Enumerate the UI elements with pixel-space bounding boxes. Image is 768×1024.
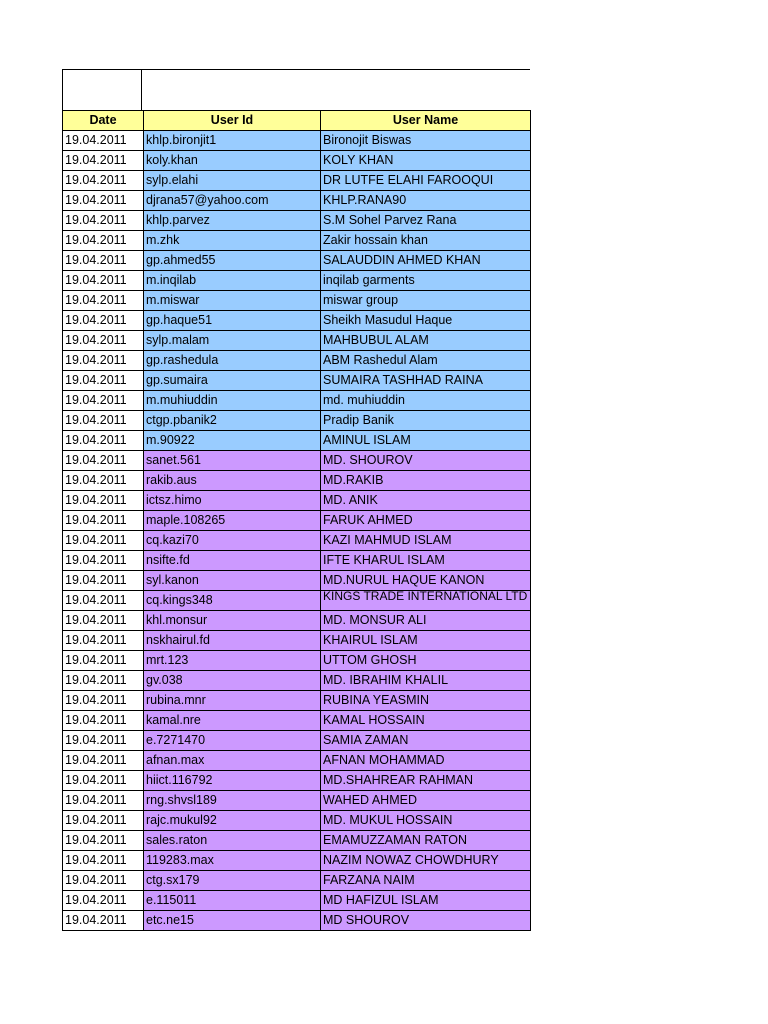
date-cell[interactable]: 19.04.2011	[63, 211, 144, 231]
date-cell[interactable]: 19.04.2011	[63, 371, 144, 391]
user-id-cell[interactable]: cq.kazi70	[144, 531, 321, 551]
table-row	[63, 651, 531, 671]
user-name-cell[interactable]: inqilab garments	[321, 271, 531, 291]
user-id-cell[interactable]: syl.kanon	[144, 571, 321, 591]
user-id-cell[interactable]: e.115011	[144, 891, 321, 911]
blank-cell[interactable]	[62, 69, 142, 110]
user-id-cell[interactable]: hiict.116792	[144, 771, 321, 791]
date-cell[interactable]: 19.04.2011	[63, 731, 144, 751]
user-name-cell[interactable]: MAHBUBUL ALAM	[321, 331, 531, 351]
user-name-cell[interactable]: md. muhiuddin	[321, 391, 531, 411]
table-row	[63, 471, 531, 491]
user-id-cell[interactable]: gp.sumaira	[144, 371, 321, 391]
user-id-cell[interactable]: rubina.mnr	[144, 691, 321, 711]
user-name-cell[interactable]: MD HAFIZUL ISLAM	[321, 891, 531, 911]
date-cell[interactable]: 19.04.2011	[63, 451, 144, 471]
user-id-cell[interactable]: khlp.parvez	[144, 211, 321, 231]
date-cell[interactable]: 19.04.2011	[63, 711, 144, 731]
user-name-cell[interactable]: FARZANA NAIM	[321, 871, 531, 891]
table-row	[63, 671, 531, 691]
user-name-cell[interactable]: DR LUTFE ELAHI FAROOQUI	[321, 171, 531, 191]
user-name-cell[interactable]: MD.NURUL HAQUE KANON	[321, 571, 531, 591]
date-cell[interactable]: 19.04.2011	[63, 511, 144, 531]
date-cell[interactable]: 19.04.2011	[63, 471, 144, 491]
user-id-cell[interactable]: m.muhiuddin	[144, 391, 321, 411]
date-cell[interactable]: 19.04.2011	[63, 691, 144, 711]
column-header-user-id[interactable]: User Id	[144, 111, 321, 131]
date-cell[interactable]: 19.04.2011	[63, 751, 144, 771]
column-header-user-name[interactable]: User Name	[321, 111, 531, 131]
date-cell[interactable]: 19.04.2011	[63, 331, 144, 351]
table-row	[63, 751, 531, 771]
table-row	[63, 871, 531, 891]
user-name-cell[interactable]: IFTE KHARUL ISLAM	[321, 551, 531, 571]
table-row	[63, 491, 531, 511]
date-cell[interactable]: 19.04.2011	[63, 551, 144, 571]
user-name-cell[interactable]: MD. MUKUL HOSSAIN	[321, 811, 531, 831]
date-cell[interactable]: 19.04.2011	[63, 771, 144, 791]
date-cell[interactable]: 19.04.2011	[63, 131, 144, 151]
user-name-cell[interactable]: Bironojit Biswas	[321, 131, 531, 151]
user-id-cell[interactable]: sales.raton	[144, 831, 321, 851]
user-id-cell[interactable]: sylp.elahi	[144, 171, 321, 191]
date-cell[interactable]: 19.04.2011	[63, 791, 144, 811]
user-name-cell[interactable]: EMAMUZZAMAN RATON	[321, 831, 531, 851]
user-id-cell[interactable]: afnan.max	[144, 751, 321, 771]
date-cell[interactable]: 19.04.2011	[63, 811, 144, 831]
user-name-cell[interactable]: MD SHOUROV	[321, 911, 531, 931]
table-row	[63, 351, 531, 371]
user-id-cell[interactable]: 119283.max	[144, 851, 321, 871]
date-cell[interactable]: 19.04.2011	[63, 671, 144, 691]
user-id-cell[interactable]: gp.rashedula	[144, 351, 321, 371]
date-cell[interactable]: 19.04.2011	[63, 151, 144, 171]
user-id-cell[interactable]: ctg.sx179	[144, 871, 321, 891]
spreadsheet	[62, 69, 530, 931]
user-name-cell[interactable]: KHAIRUL ISLAM	[321, 631, 531, 651]
date-cell[interactable]: 19.04.2011	[63, 291, 144, 311]
date-cell[interactable]: 19.04.2011	[63, 871, 144, 891]
date-cell[interactable]: 19.04.2011	[63, 351, 144, 371]
user-id-cell[interactable]: etc.ne15	[144, 911, 321, 931]
user-id-cell[interactable]: cq.kings348	[144, 591, 321, 611]
user-name-cell[interactable]: SALAUDDIN AHMED KHAN	[321, 251, 531, 271]
date-cell[interactable]: 19.04.2011	[63, 491, 144, 511]
user-name-cell[interactable]: ABM Rashedul Alam	[321, 351, 531, 371]
date-cell[interactable]: 19.04.2011	[63, 851, 144, 871]
user-name-cell[interactable]: AFNAN MOHAMMAD	[321, 751, 531, 771]
user-id-cell[interactable]: sanet.561	[144, 451, 321, 471]
user-id-cell[interactable]: m.miswar	[144, 291, 321, 311]
user-name-cell[interactable]: MD.SHAHREAR RAHMAN	[321, 771, 531, 791]
table-row	[63, 791, 531, 811]
blank-cell[interactable]	[142, 69, 530, 110]
table-row	[63, 171, 531, 191]
user-id-cell[interactable]: nsifte.fd	[144, 551, 321, 571]
table-row	[63, 811, 531, 831]
table-row	[63, 771, 531, 791]
table-row	[63, 911, 531, 931]
user-name-cell[interactable]: SUMAIRA TASHHAD RAINA	[321, 371, 531, 391]
user-id-cell[interactable]: ctgp.pbanik2	[144, 411, 321, 431]
header-row	[63, 111, 531, 131]
date-cell[interactable]: 19.04.2011	[63, 231, 144, 251]
date-cell[interactable]: 19.04.2011	[63, 391, 144, 411]
user-id-cell[interactable]: gp.ahmed55	[144, 251, 321, 271]
table-row	[63, 571, 531, 591]
date-cell[interactable]: 19.04.2011	[63, 831, 144, 851]
user-name-cell[interactable]: Pradip Banik	[321, 411, 531, 431]
table-row	[63, 331, 531, 351]
user-id-cell[interactable]: m.inqilab	[144, 271, 321, 291]
user-name-cell[interactable]: KINGS TRADE INTERNATIONAL LTD	[321, 591, 531, 611]
table-row	[63, 731, 531, 751]
table-row	[63, 391, 531, 411]
user-id-cell[interactable]: khlp.bironjit1	[144, 131, 321, 151]
column-header-date[interactable]: Date	[63, 111, 144, 131]
user-name-cell[interactable]: MD. IBRAHIM KHALIL	[321, 671, 531, 691]
user-id-cell[interactable]: m.zhk	[144, 231, 321, 251]
table-row	[63, 831, 531, 851]
user-id-cell[interactable]: gp.haque51	[144, 311, 321, 331]
table-row	[63, 691, 531, 711]
table-row	[63, 211, 531, 231]
user-name-cell[interactable]: miswar group	[321, 291, 531, 311]
table-row	[63, 231, 531, 251]
table-row	[63, 271, 531, 291]
date-cell[interactable]: 19.04.2011	[63, 631, 144, 651]
user-name-cell[interactable]: NAZIM NOWAZ CHOWDHURY	[321, 851, 531, 871]
date-cell[interactable]: 19.04.2011	[63, 891, 144, 911]
table-row	[63, 291, 531, 311]
user-name-cell[interactable]: Sheikh Masudul Haque	[321, 311, 531, 331]
table-row	[63, 451, 531, 471]
user-name-cell[interactable]: KAZI MAHMUD ISLAM	[321, 531, 531, 551]
user-id-cell[interactable]: rakib.aus	[144, 471, 321, 491]
user-table	[62, 110, 531, 931]
user-name-cell[interactable]: UTTOM GHOSH	[321, 651, 531, 671]
user-name-cell[interactable]: WAHED AHMED	[321, 791, 531, 811]
table-row	[63, 511, 531, 531]
user-id-cell[interactable]: rajc.mukul92	[144, 811, 321, 831]
blank-header-area	[62, 69, 530, 110]
user-id-cell[interactable]: m.90922	[144, 431, 321, 451]
user-name-cell[interactable]: Zakir hossain khan	[321, 231, 531, 251]
table-row	[63, 371, 531, 391]
user-id-cell[interactable]: sylp.malam	[144, 331, 321, 351]
user-name-cell[interactable]: MD.RAKIB	[321, 471, 531, 491]
table-row	[63, 591, 531, 611]
user-id-cell[interactable]: e.7271470	[144, 731, 321, 751]
table-row	[63, 311, 531, 331]
date-cell[interactable]: 19.04.2011	[63, 591, 144, 611]
table-row	[63, 851, 531, 871]
user-id-cell[interactable]: khl.monsur	[144, 611, 321, 631]
date-cell[interactable]: 19.04.2011	[63, 611, 144, 631]
date-cell[interactable]: 19.04.2011	[63, 171, 144, 191]
user-id-cell[interactable]: mrt.123	[144, 651, 321, 671]
table-row	[63, 531, 531, 551]
user-id-cell[interactable]: ictsz.himo	[144, 491, 321, 511]
table-row	[63, 631, 531, 651]
table-row	[63, 711, 531, 731]
date-cell[interactable]: 19.04.2011	[63, 311, 144, 331]
user-name-cell[interactable]: AMINUL ISLAM	[321, 431, 531, 451]
table-row	[63, 551, 531, 571]
user-id-cell[interactable]: djrana57@yahoo.com	[144, 191, 321, 211]
table-row	[63, 891, 531, 911]
user-name-cell[interactable]: MD. SHOUROV	[321, 451, 531, 471]
user-id-cell[interactable]: gv.038	[144, 671, 321, 691]
date-cell[interactable]: 19.04.2011	[63, 531, 144, 551]
user-id-cell[interactable]: maple.108265	[144, 511, 321, 531]
table-row	[63, 251, 531, 271]
user-id-cell[interactable]: koly.khan	[144, 151, 321, 171]
user-id-cell[interactable]: nskhairul.fd	[144, 631, 321, 651]
user-id-cell[interactable]: rng.shvsl189	[144, 791, 321, 811]
table-row	[63, 411, 531, 431]
table-row	[63, 431, 531, 451]
table-row	[63, 151, 531, 171]
date-cell[interactable]: 19.04.2011	[63, 271, 144, 291]
date-cell[interactable]: 19.04.2011	[63, 571, 144, 591]
date-cell[interactable]: 19.04.2011	[63, 911, 144, 931]
date-cell[interactable]: 19.04.2011	[63, 251, 144, 271]
user-id-cell[interactable]: kamal.nre	[144, 711, 321, 731]
user-name-cell[interactable]: S.M Sohel Parvez Rana	[321, 211, 531, 231]
date-cell[interactable]: 19.04.2011	[63, 411, 144, 431]
date-cell[interactable]: 19.04.2011	[63, 651, 144, 671]
user-name-cell[interactable]: MD. ANIK	[321, 491, 531, 511]
date-cell[interactable]: 19.04.2011	[63, 191, 144, 211]
user-name-cell[interactable]: KAMAL HOSSAIN	[321, 711, 531, 731]
user-name-cell[interactable]: KHLP.RANA90	[321, 191, 531, 211]
table-row	[63, 191, 531, 211]
user-name-cell[interactable]: FARUK AHMED	[321, 511, 531, 531]
table-row	[63, 131, 531, 151]
user-name-cell[interactable]: KOLY KHAN	[321, 151, 531, 171]
table-row	[63, 611, 531, 631]
user-name-cell[interactable]: MD. MONSUR ALI	[321, 611, 531, 631]
user-name-cell[interactable]: SAMIA ZAMAN	[321, 731, 531, 751]
user-name-cell[interactable]: RUBINA YEASMIN	[321, 691, 531, 711]
date-cell[interactable]: 19.04.2011	[63, 431, 144, 451]
